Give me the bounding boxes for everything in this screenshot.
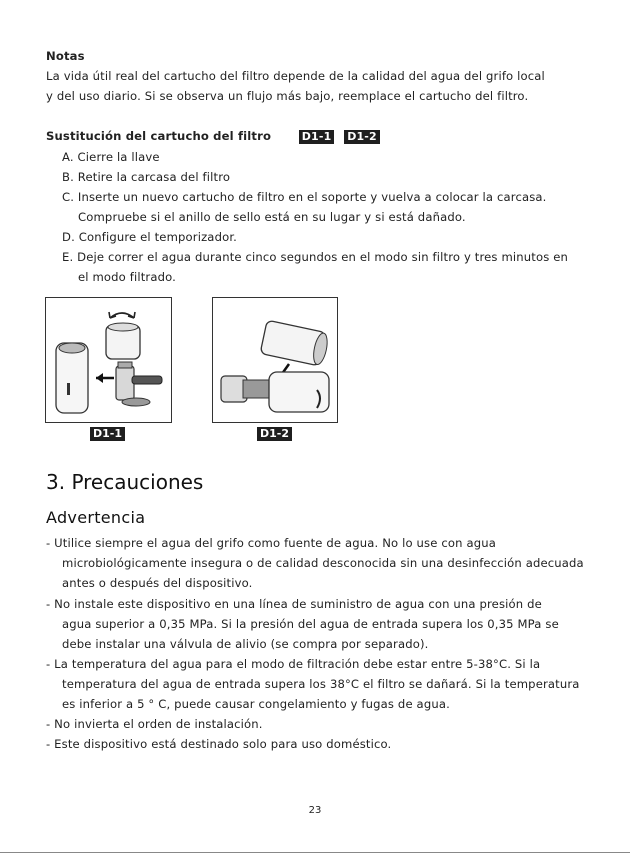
warning-line: debe instalar una válvula de alivio (se compra por separado). [62,637,429,651]
figure-caption-d1-1: D1-1 [90,427,125,441]
tag-d1-2: D1-2 [344,130,380,144]
warning-line: - No invierta el orden de instalación. [46,717,263,731]
notes-text-line: La vida útil real del cartucho del filtro depende de la calidad del agua del grifo local [46,69,545,83]
bottom-rule [0,852,630,853]
step-b: B. Retire la carcasa del filtro [62,170,231,184]
warning-line: - No instale este dispositivo en una línea de suministro de agua con una presión de [46,597,542,611]
warning-line: agua superior a 0,35 MPa. Si la presión del agua de entrada supera los 0,35 MPa se [62,617,559,631]
filter-insertion-illustration [213,298,337,422]
step-c-continued: Compruebe si el anillo de sello está en su lugar y si está dañado. [78,210,466,224]
warning-line: - La temperatura del agua para el modo de filtración debe estar entre 5-38°C. Si la [46,657,541,671]
notes-text-line: y del uso diario. Si se observa un flujo más bajo, reemplace el cartucho del filtro. [46,89,529,103]
warning-line: temperatura del agua de entrada supera los 38°C el filtro se dañará. Si la temperatura [62,677,580,691]
filter-housing [269,372,329,412]
step-a: A. Cierre la llave [62,150,160,164]
replace-heading-row [46,129,380,144]
figure-caption-d1-2: D1-2 [257,427,292,441]
figure-d1-2 [212,297,338,423]
warning-line: - Este dispositivo está destinado solo para uso doméstico. [46,737,392,751]
notes-heading: Notas [46,49,85,63]
section-subtitle: Advertencia [46,508,146,527]
step-d: D. Configure el temporizador. [62,230,238,244]
arrow-left-icon [96,373,103,383]
section-title: 3. Precauciones [46,470,204,494]
tag-d1-1: D1-1 [299,130,335,144]
warning-line: es inferior a 5 ° C, puede causar congelamiento y fugas de agua. [62,697,450,711]
warning-line: microbiológicamente insegura o de calidad desconocida sin una desinfección adecuada [62,556,584,570]
replace-heading: Sustitución del cartucho del filtro [46,129,272,143]
step-c: C. Inserte un nuevo cartucho de filtro en el soporte y vuelva a colocar la carcasa. [62,190,547,204]
step-e: E. Deje correr el agua durante cinco segundos en el modo sin filtro y tres minutos en [62,250,569,264]
warning-line: antes o después del dispositivo. [62,576,253,590]
step-e-continued: el modo filtrado. [78,270,176,284]
filter-removal-illustration [46,298,171,422]
warning-line: - Utilice siempre el agua del grifo como fuente de agua. No lo use con agua [46,536,496,550]
figure-d1-1 [45,297,172,423]
page-number: 23 [308,805,322,816]
